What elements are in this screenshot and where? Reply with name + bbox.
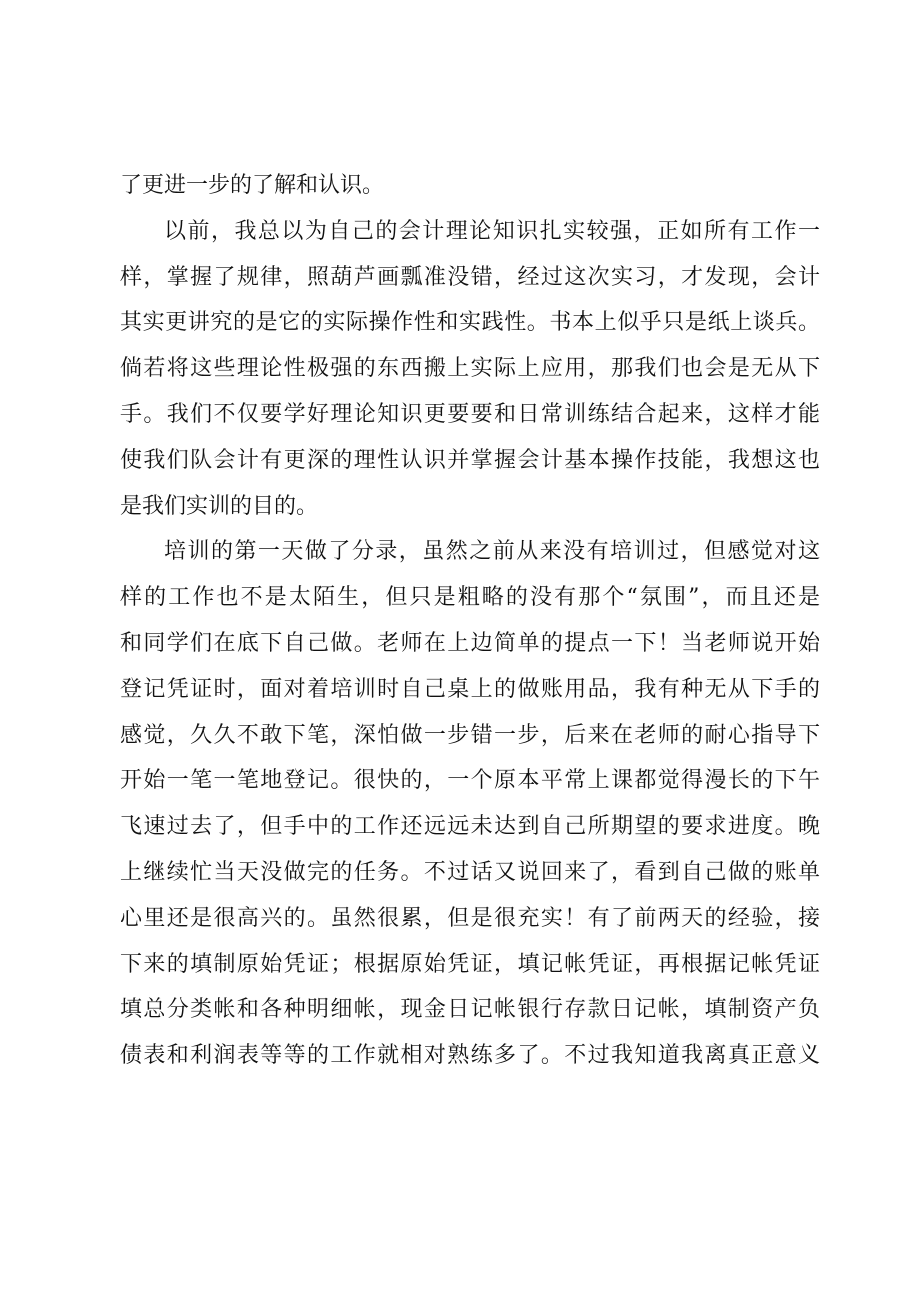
text-line: 是我们实训的目的。 xyxy=(120,493,319,519)
text-line: 开始一笔一笔地登记。很快的，一个原本平常上课都觉得漫长的下午 xyxy=(120,768,820,794)
text-line: 其实更讲究的是它的实际操作性和实践性。书本上似乎只是纸上谈兵。 xyxy=(120,310,820,336)
text-line: 下来的填制原始凭证；根据原始凭证，填记帐凭证，再根据记帐凭证 xyxy=(120,951,820,977)
text-line: 样，掌握了规律，照葫芦画瓢准没错，经过这次实习，才发现，会计 xyxy=(120,264,820,290)
text-line: 登记凭证时，面对着培训时自己桌上的做账用品，我有种无从下手的 xyxy=(120,676,820,702)
document-body xyxy=(120,163,840,1079)
text-line: 感觉，久久不敢下笔，深怕做一步错一步，后来在老师的耐心指导下 xyxy=(120,722,820,748)
text-line: 使我们队会计有更深的理性认识并掌握会计基本操作技能，我想这也 xyxy=(120,447,820,473)
text-line: 上继续忙当天没做完的任务。不过话又说回来了，看到自己做的账单 xyxy=(120,859,820,885)
text-line: 培训的第一天做了分录，虽然之前从来没有培训过，但感觉对这 xyxy=(164,539,820,565)
text-line: 了更进一步的了解和认识。 xyxy=(120,173,385,198)
text-line: 债表和利润表等等的工作就相对熟练多了。不过我知道我离真正意义 xyxy=(120,1043,820,1069)
text-line: 和同学们在底下自己做。老师在上边简单的提点一下！当老师说开始 xyxy=(120,630,820,656)
text-line: 倘若将这些理论性极强的东西搬上实际上应用，那我们也会是无从下 xyxy=(120,356,820,382)
text-line: 以前，我总以为自己的会计理论知识扎实较强，正如所有工作一 xyxy=(164,218,820,244)
text-line: 样的工作也不是太陌生，但只是粗略的没有那个“氛围”，而且还是 xyxy=(120,585,820,611)
text-line: 手。我们不仅要学好理论知识更要要和日常训练结合起来，这样才能 xyxy=(120,401,820,427)
text-line: 飞速过去了，但手中的工作还远远未达到自己所期望的要求进度。晚 xyxy=(120,814,820,840)
text-line: 填总分类帐和各种明细帐，现金日记帐银行存款日记帐，填制资产负 xyxy=(120,997,820,1023)
text-line: 心里还是很高兴的。虽然很累，但是很充实！有了前两天的经验，接 xyxy=(120,905,820,931)
